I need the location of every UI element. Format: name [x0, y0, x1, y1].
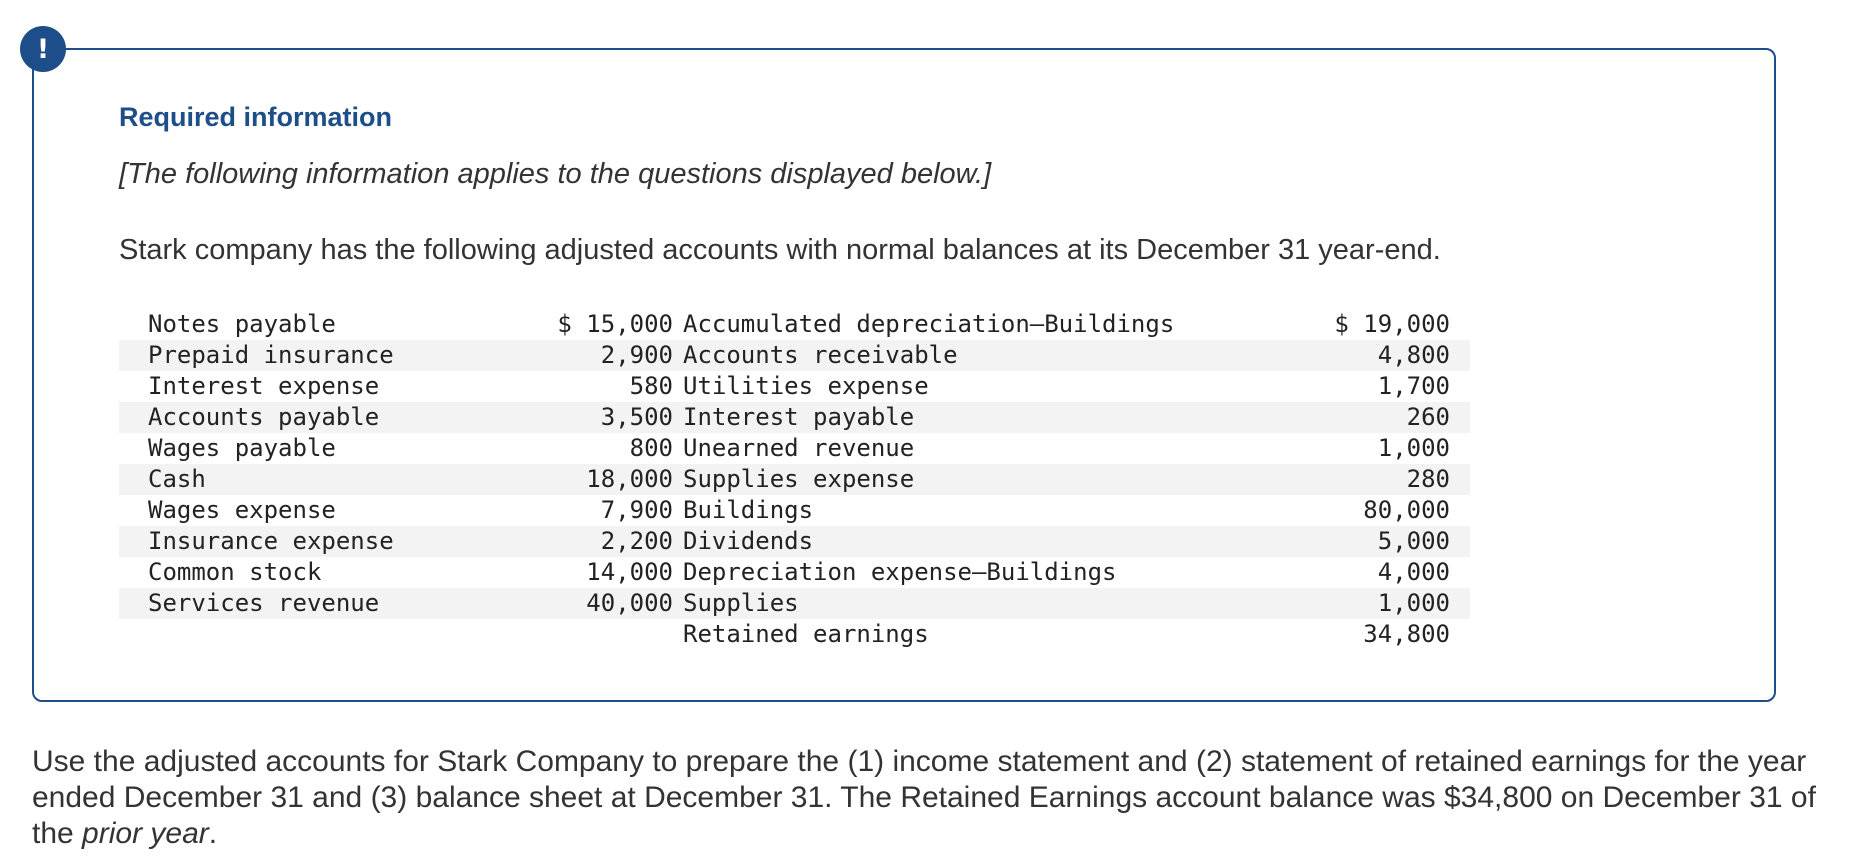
- account-row: [119, 526, 1470, 557]
- account-amount: 5,000: [1273, 526, 1450, 557]
- account-row: [119, 619, 1470, 650]
- account-name: Wages expense: [148, 496, 336, 524]
- question-text-part1: Use the adjusted accounts for Stark Company to prepare the (1) income statement and (2) statement of retained earnings for the year ended December 31 and (3) balance sheet at December 31. The Retained Earnings account balance was $34,800 on December 31 of the: [32, 745, 1816, 850]
- account-amount: 1,700: [1377, 372, 1450, 400]
- account-name: Interest payable: [683, 402, 1273, 433]
- account-name: [148, 619, 548, 650]
- account-row: [119, 309, 1470, 340]
- required-information-title: Required information: [119, 102, 393, 132]
- account-amount: 7,900: [600, 496, 673, 524]
- row-padding: [1450, 526, 1470, 557]
- account-name: Services revenue: [148, 588, 548, 619]
- account-name: Cash: [148, 464, 548, 495]
- account-amount: 18,000: [548, 464, 683, 495]
- row-padding: [1450, 371, 1470, 402]
- row-padding: [1450, 557, 1470, 588]
- alert-icon: !: [20, 26, 66, 72]
- row-padding: [1450, 619, 1470, 650]
- row-padding: [1450, 433, 1470, 464]
- row-padding: [1450, 464, 1470, 495]
- row-indent: [119, 309, 148, 340]
- account-row: [119, 588, 1470, 619]
- row-padding: [1450, 402, 1470, 433]
- question-emphasis: prior year: [82, 817, 209, 850]
- account-amount: 80,000: [1363, 496, 1450, 524]
- account-amount: 34,800: [1363, 620, 1450, 648]
- account-amount: [548, 619, 683, 650]
- row-padding: [1450, 309, 1470, 340]
- account-name: Accounts receivable: [683, 340, 1273, 371]
- account-name: Insurance expense: [148, 526, 548, 557]
- account-name: Retained earnings: [683, 620, 929, 648]
- row-indent: [119, 464, 148, 495]
- account-amount: 260: [1273, 402, 1450, 433]
- account-name: Buildings: [683, 496, 814, 524]
- row-padding: [1450, 588, 1470, 619]
- row-indent: [119, 340, 148, 371]
- question-text: [32, 744, 1832, 852]
- account-row: [119, 402, 1470, 433]
- account-name: Supplies expense: [683, 464, 1273, 495]
- row-indent: [119, 402, 148, 433]
- row-indent: [119, 371, 148, 402]
- account-amount: 2,200: [548, 526, 683, 557]
- row-indent: [119, 588, 148, 619]
- account-amount: 280: [1273, 464, 1450, 495]
- question-text-part2: .: [208, 817, 218, 850]
- account-amount: 4,000: [1377, 558, 1450, 586]
- account-amount: 1,000: [1377, 434, 1450, 462]
- account-name: Supplies: [683, 588, 1273, 619]
- account-name: Accumulated depreciation—Buildings: [683, 310, 1175, 338]
- account-name: Unearned revenue: [683, 434, 915, 462]
- account-amount: 3,500: [548, 402, 683, 433]
- account-amount: $ 19,000: [1334, 310, 1450, 338]
- account-amount: 4,800: [1273, 340, 1450, 371]
- intro-text: Stark company has the following adjusted accounts with normal balances at its December 31 year-end.: [119, 234, 1441, 266]
- account-amount: 800: [629, 434, 673, 462]
- account-name: Wages payable: [148, 434, 336, 462]
- row-indent: [119, 557, 148, 588]
- account-amount: 14,000: [586, 558, 673, 586]
- row-padding: [1450, 340, 1470, 371]
- row-padding: [1450, 495, 1470, 526]
- account-row: [119, 433, 1470, 464]
- accounts-table: [119, 309, 1470, 650]
- account-name: Accounts payable: [148, 402, 548, 433]
- account-amount: $ 15,000: [557, 310, 673, 338]
- row-indent: [119, 495, 148, 526]
- account-row: [119, 340, 1470, 371]
- account-amount: 2,900: [548, 340, 683, 371]
- account-name: Common stock: [148, 558, 322, 586]
- account-row: [119, 557, 1470, 588]
- account-row: [119, 464, 1470, 495]
- account-name: Notes payable: [148, 310, 336, 338]
- row-indent: [119, 433, 148, 464]
- account-name: Interest expense: [148, 372, 380, 400]
- account-amount: 580: [629, 372, 673, 400]
- account-name: Prepaid insurance: [148, 340, 548, 371]
- account-name: Dividends: [683, 526, 1273, 557]
- account-row: [119, 371, 1470, 402]
- applies-note: [The following information applies to the questions displayed below.]: [119, 158, 992, 190]
- account-name: Depreciation expense—Buildings: [683, 558, 1117, 586]
- account-row: [119, 495, 1470, 526]
- row-indent: [119, 526, 148, 557]
- account-amount: 1,000: [1273, 588, 1450, 619]
- row-indent: [119, 619, 148, 650]
- account-amount: 40,000: [548, 588, 683, 619]
- account-name: Utilities expense: [683, 372, 929, 400]
